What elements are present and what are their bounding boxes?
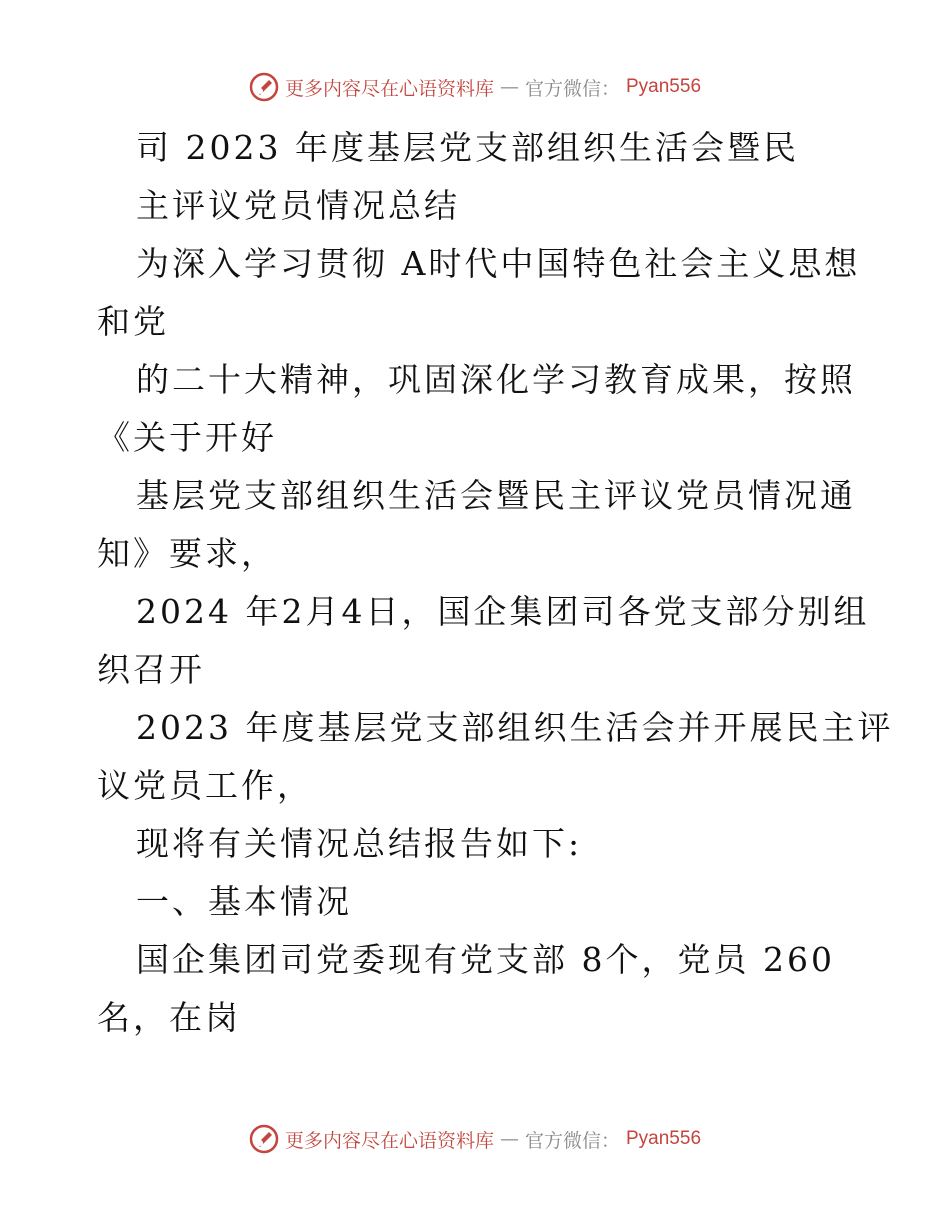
- watermark-title: 更多内容尽在心语资料库: [284, 77, 494, 100]
- text-line: 国企集团司党委现有党支部 8个，党员 260: [136, 940, 835, 979]
- text-line: 织召开: [97, 650, 205, 689]
- section-heading: 一、基本情况: [136, 882, 352, 921]
- text-line: 议党员工作，: [97, 766, 313, 805]
- logo-icon: [249, 1124, 279, 1154]
- watermark-wechat-id: Pyan556: [626, 1128, 702, 1149]
- text-line: 《关于开好: [97, 418, 277, 457]
- text-line: 2023 年度基层党支部组织生活会并开展民主评: [136, 708, 894, 747]
- text-line: 为深入学习贯彻 A时代中国特色社会主义思想: [136, 244, 861, 283]
- watermark-dash: —: [499, 76, 519, 98]
- text-line: 2024 年2月4日，国企集团司各党支部分别组: [136, 592, 870, 631]
- text-line: 的二十大精神，巩固深化学习教育成果，按照: [136, 360, 856, 399]
- watermark-wechat-label: 官方微信：: [524, 1129, 620, 1152]
- watermark-title: 更多内容尽在心语资料库: [284, 1129, 494, 1152]
- text-line: 主评议党员情况总结: [136, 186, 460, 225]
- watermark-wechat-id: Pyan556: [626, 76, 702, 97]
- text-line: 司 2023 年度基层党支部组织生活会暨民: [136, 128, 799, 167]
- text-line: 和党: [97, 302, 169, 341]
- watermark-wechat-label: 官方微信：: [524, 77, 620, 100]
- watermark-dash: —: [499, 1128, 519, 1150]
- text-line: 基层党支部组织生活会暨民主评议党员情况通: [136, 476, 856, 515]
- text-line: 现将有关情况总结报告如下:: [136, 824, 583, 863]
- watermark-footer: [0, 1124, 950, 1154]
- text-line: 知》要求，: [97, 534, 277, 573]
- text-line: 名，在岗: [97, 998, 241, 1037]
